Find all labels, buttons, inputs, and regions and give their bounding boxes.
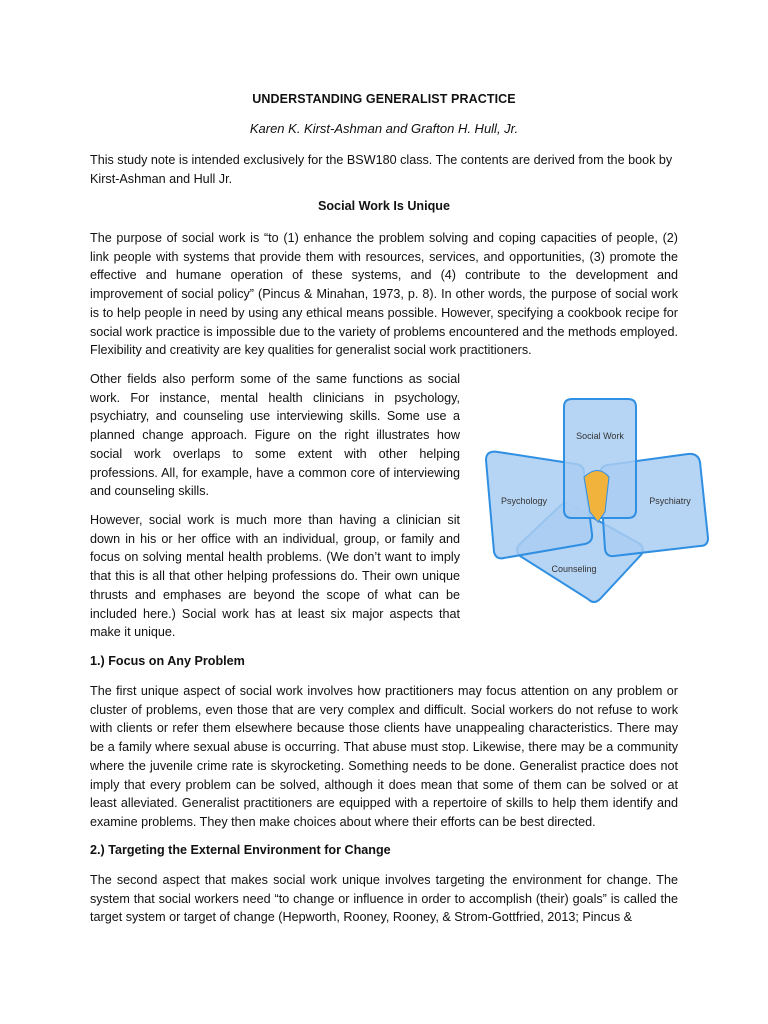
paragraph-purpose: The purpose of social work is “to (1) enhance the problem solving and coping capacities of people, (2) link people with systems that provide them with resources, services, and opportunities, (3) promote the effective and humane operation of these systems, and (4) contribute to the development and improvement of social policy” (Pincus & Minahan, 1973, p. 8). In other words, the purpose of social work is to help people in need by using any ethical means possible. However, specifying a cookbook recipe for social work practice is impossible due to the variety of problems encountered and the methods employed. Flexibility and creativity are key qualities for generalist social work practitioners. xyxy=(90,231,678,358)
document-authors: Karen K. Kirst-Ashman and Grafton H. Hull, Jr. xyxy=(249,121,519,136)
document-title: UNDERSTANDING GENERALIST PRACTICE xyxy=(252,92,516,106)
paragraph-other-fields: Other fields also perform some of the same functions as social work. For instance, mental health clinicians in psychology, psychiatry, and counseling use interviewing skills. Some use a planned change approach. Figure on the right illustrates how social work overlaps to some extent with other helping professions. All, for example, have a common core of interviewing and counseling skills. xyxy=(90,372,460,499)
social-work-label: Social Work xyxy=(576,431,624,441)
intro-paragraph: This study note is intended exclusively for the BSW180 class. The contents are derived from the book by Kirst-Ashman and Hull Jr. xyxy=(90,153,673,186)
subsection-1-text: The first unique aspect of social work involves how practitioners may focus attention on any problem or cluster of problems, even those that are very complex and difficult. Social workers do not refuse to work with clients or refer them elsewhere because those clients have unappealing characteristics. There may be a family where sexual abuse is occurring. That abuse must stop. Likewise, there may be a community where the juvenile crime rate is skyrocketing. Something needs to be done. Generalist practice does not imply that every problem can be solved, although it does mean that some of them can be solved or at least alleviated. Generalist practitioners are equipped with a repertoire of skills to help them identify and examine problems. They then make choices about where their efforts can be best directed. xyxy=(90,684,678,829)
subsection-1-heading: 1.) Focus on Any Problem xyxy=(90,654,245,668)
paragraph-however: However, social work is much more than having a clinician sit down in his or her office with an individual, group, or family and focus on solving mental health problems. (We don’t want to imply that this is all that other helping professions do. Their own unique thrusts and emphases are beyond the scope of what can be included here.) Social work has at least six major aspects that make it unique. xyxy=(90,513,460,640)
subsection-2-text: The second aspect that makes social work unique involves targeting the environment for change. The system that social workers need “to change or influence in order to accomplish (their) goals” is called the target system or target of change (Hepworth, Rooney, Rooney, & Strom-Gottfried, 2013; Pincus & xyxy=(90,873,678,925)
subsection-2-heading: 2.) Targeting the External Environment for Change xyxy=(90,843,391,857)
counseling-label: Counseling xyxy=(551,564,597,574)
psychiatry-label: Psychiatry xyxy=(649,496,691,506)
professions-overlap-diagram xyxy=(480,394,712,606)
psychology-label: Psychology xyxy=(500,496,548,506)
section-heading: Social Work Is Unique xyxy=(317,199,451,213)
